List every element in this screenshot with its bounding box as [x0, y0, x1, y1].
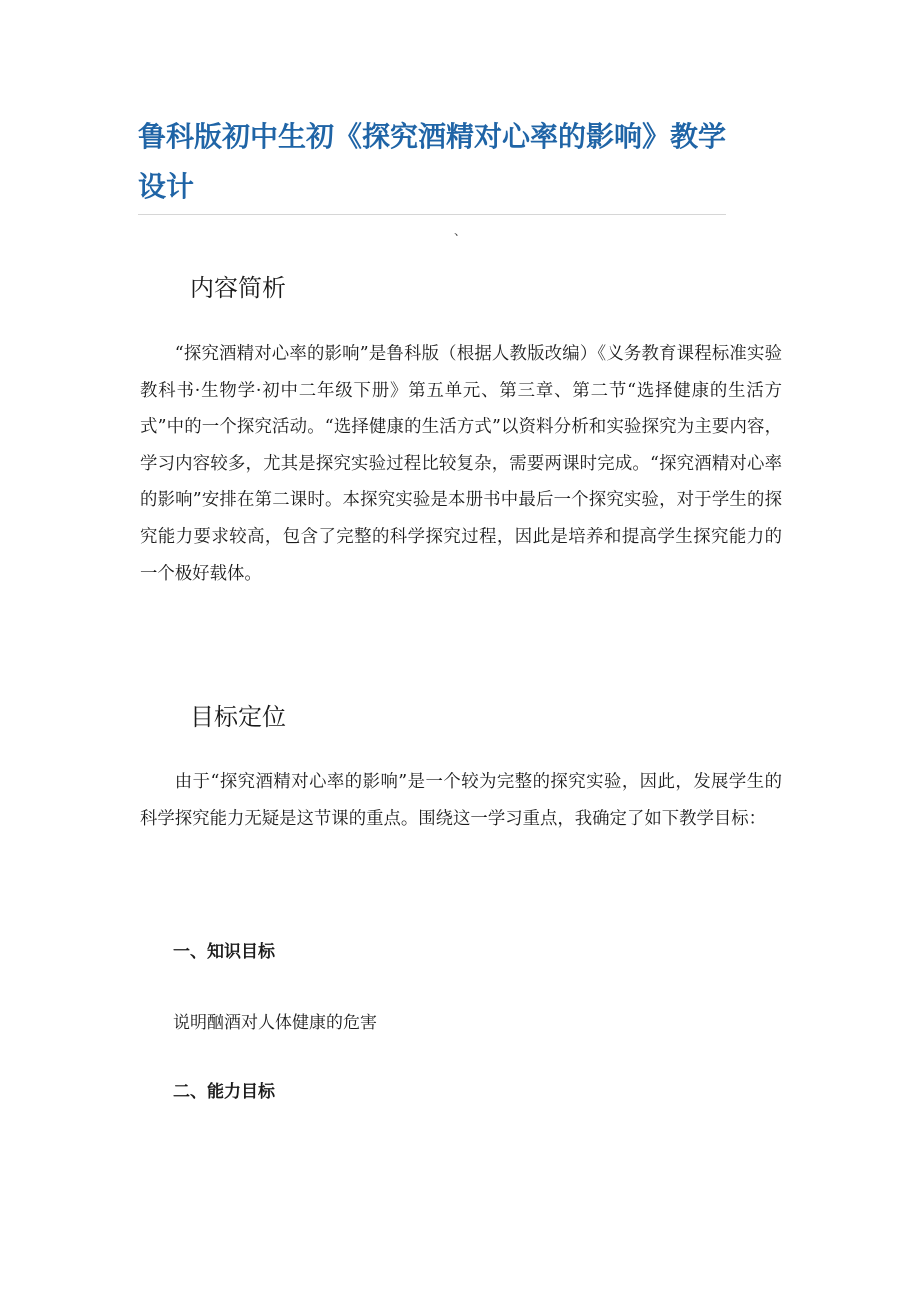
knowledge-goal-text: 说明酗酒对人体健康的危害: [173, 1013, 377, 1033]
section-heading-goal-positioning: 目标定位: [190, 703, 286, 731]
ability-goal-heading: 二、能力目标: [173, 1082, 275, 1102]
goal-positioning-paragraph: 由于“探究酒精对心率的影响”是一个较为完整的探究实验，因此，发展学生的科学探究能力无疑是这节课的重点。围绕这一学习重点，我确定了如下教学目标：: [140, 772, 782, 829]
title-divider: [138, 214, 726, 215]
section-heading-content-analysis: 内容简析: [190, 274, 286, 302]
content-analysis-paragraph: “探究酒精对心率的影响”是鲁科版（根据人教版改编）《义务教育课程标准实验教科书·生物学·初中二年级下册》第五单元、第三章、第二节“选择健康的生活方式”中的一个探究活动。“选择健康的生活方式”以资料分析和实验探究为主要内容，学习内容较多，尤其是探究实验过程比较复杂，需要两课时完成。“探究酒精对心率的影响”安排在第二课时。本探究实验是本册书中最后一个探究实验，对于学生的探究能力要求较高，包含了完整的科学探究过程，因此是培养和提高学生探究能力的一个极好载体。: [140, 344, 782, 584]
document-title: 鲁科版初中生初《探究酒精对心率的影响》教学设计: [138, 120, 727, 203]
knowledge-goal-heading: 一、知识目标: [173, 942, 275, 962]
tick-mark: 、: [454, 224, 467, 238]
